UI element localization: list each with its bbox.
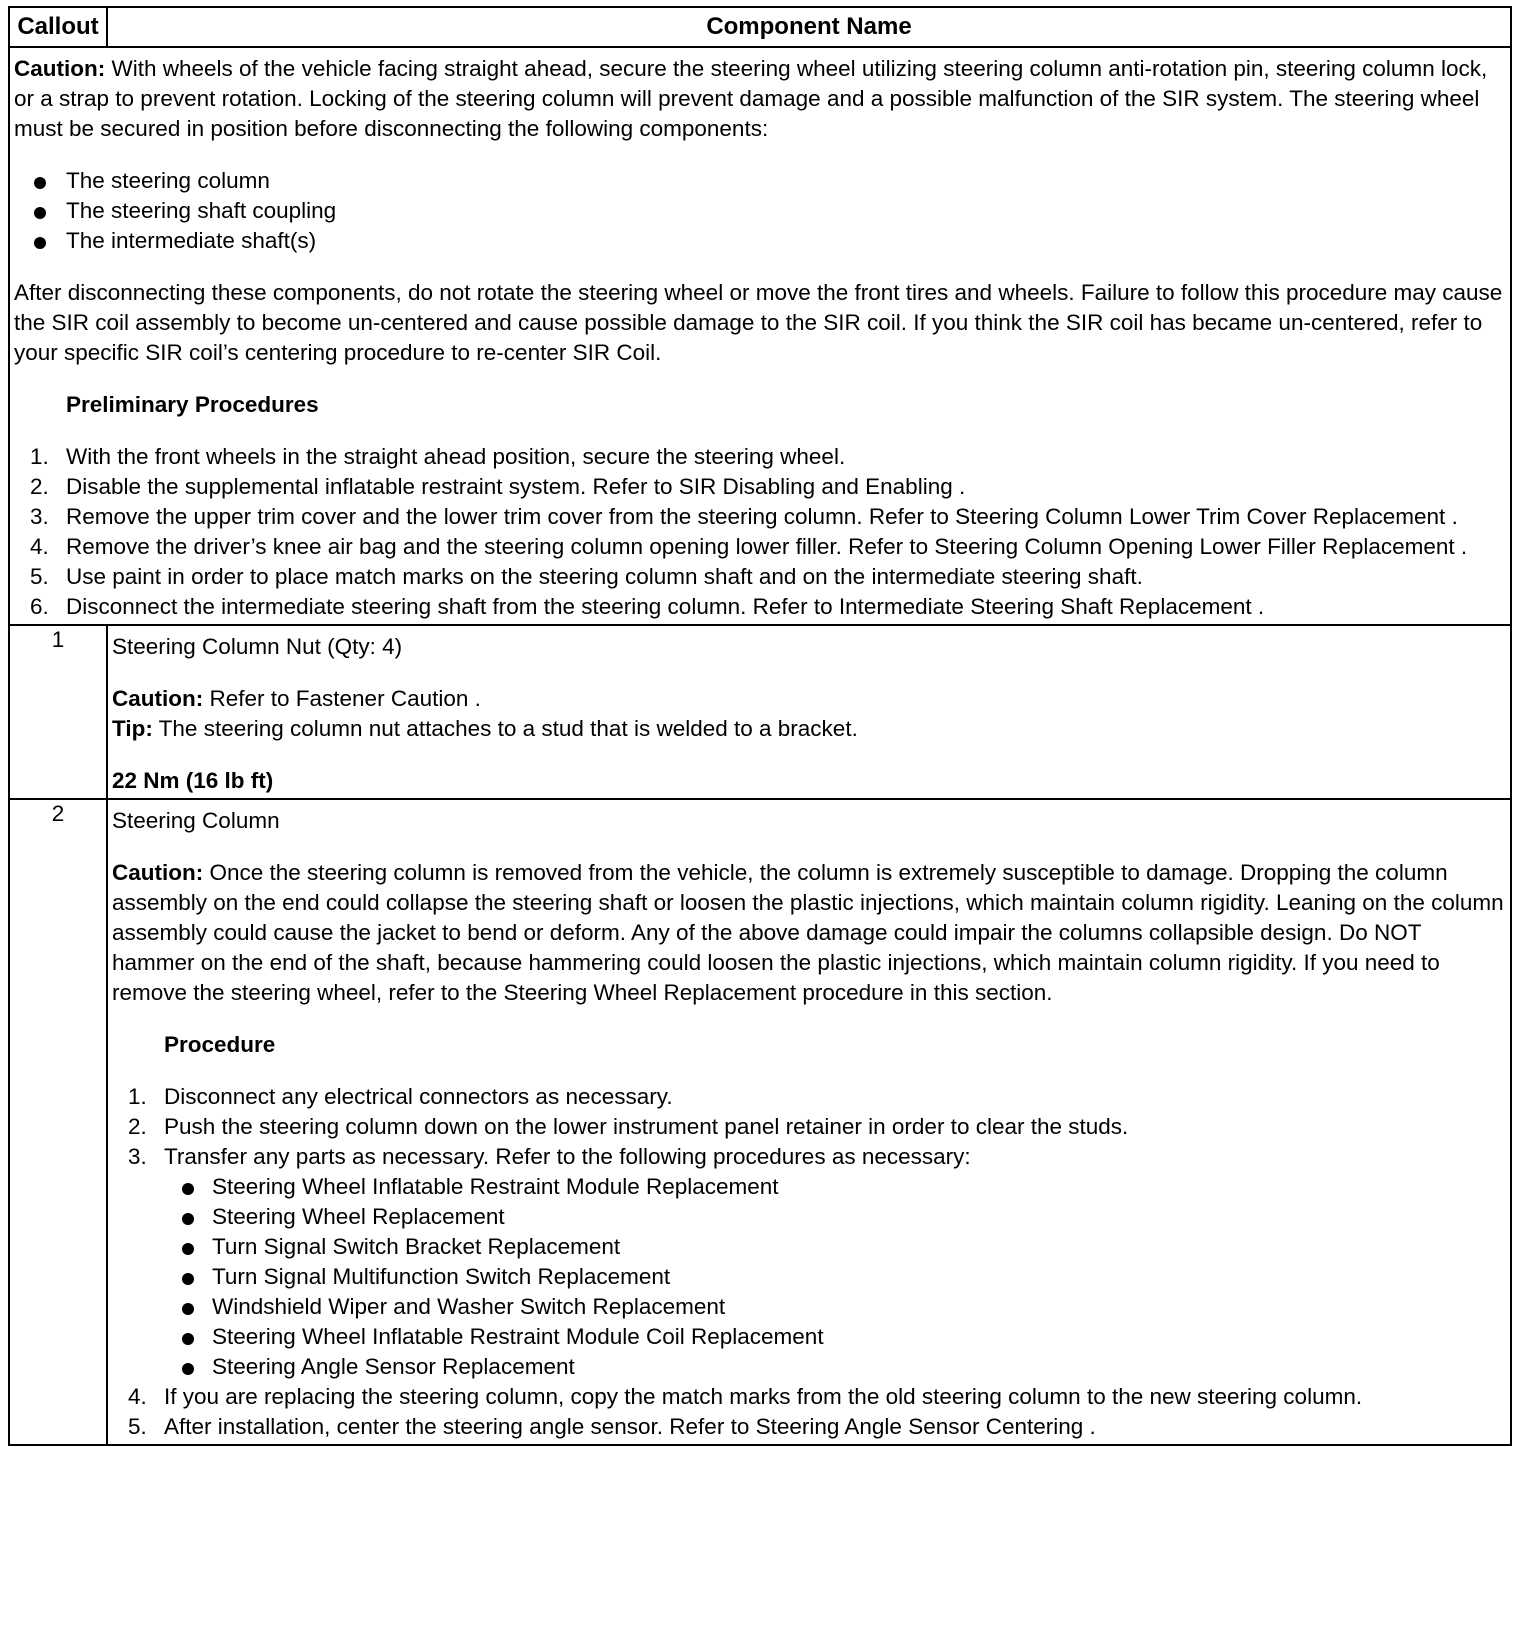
step-number: 2. bbox=[30, 474, 49, 499]
callout-number: 2 bbox=[9, 799, 107, 1445]
transfer-procedures-list bbox=[164, 1172, 1504, 1382]
list-item bbox=[14, 592, 1504, 622]
caution-label: Caution: bbox=[112, 860, 204, 885]
component-cell bbox=[107, 625, 1511, 799]
list-item: Windshield Wiper and Washer Switch Replacement bbox=[164, 1292, 1504, 1322]
step-text: Remove the driver’s knee air bag and the steering column opening lower filler. Refer to Steering Column Opening Lower Filler Replacement . bbox=[66, 534, 1468, 559]
caution-text: Refer to Fastener Caution . bbox=[203, 686, 481, 711]
step-number: 5. bbox=[30, 564, 49, 589]
table-header-row bbox=[9, 7, 1511, 47]
procedure-table bbox=[8, 6, 1512, 1446]
list-item: Turn Signal Multifunction Switch Replacement bbox=[164, 1262, 1504, 1292]
procedure-title: Procedure bbox=[164, 1032, 276, 1057]
list-item bbox=[112, 1412, 1504, 1442]
list-item bbox=[14, 532, 1504, 562]
intro-cell bbox=[9, 47, 1511, 625]
component-name: Steering Column Nut (Qty: 4) bbox=[112, 634, 403, 659]
caution-label: Caution: bbox=[112, 686, 204, 711]
list-item: The steering shaft coupling bbox=[14, 196, 1504, 226]
component-bullets bbox=[14, 166, 1504, 256]
list-item bbox=[14, 502, 1504, 532]
list-item bbox=[112, 1082, 1504, 1112]
torque-value: 22 Nm (16 lb ft) bbox=[112, 768, 274, 793]
component-name: Steering Column bbox=[112, 808, 280, 833]
table-row bbox=[9, 799, 1511, 1445]
intro-caution bbox=[14, 54, 1504, 144]
preliminary-steps bbox=[14, 442, 1504, 622]
row-caution bbox=[112, 684, 1504, 714]
list-item: The intermediate shaft(s) bbox=[14, 226, 1504, 256]
step-number: 3. bbox=[30, 504, 49, 529]
list-item bbox=[112, 1112, 1504, 1142]
preliminary-procedures-title: Preliminary Procedures bbox=[66, 392, 319, 417]
caution-label: Caution: bbox=[14, 56, 106, 81]
list-item bbox=[14, 472, 1504, 502]
list-item: Steering Angle Sensor Replacement bbox=[164, 1352, 1504, 1382]
step-text: Remove the upper trim cover and the lower trim cover from the steering column. Refer to Steering Column Lower Trim Cover Replacement . bbox=[66, 504, 1458, 529]
component-cell bbox=[107, 799, 1511, 1445]
step-text: With the front wheels in the straight ahead position, secure the steering wheel. bbox=[66, 444, 846, 469]
procedure-document bbox=[8, 6, 1512, 1622]
list-item: The steering column bbox=[14, 166, 1504, 196]
list-item bbox=[112, 1142, 1504, 1382]
step-number: 2. bbox=[128, 1114, 147, 1139]
step-text: Disconnect the intermediate steering shaft from the steering column. Refer to Intermediate Steering Shaft Replacement . bbox=[66, 594, 1265, 619]
row-tip bbox=[112, 714, 1504, 744]
list-item: Steering Wheel Inflatable Restraint Module Replacement bbox=[164, 1172, 1504, 1202]
list-item: Steering Wheel Replacement bbox=[164, 1202, 1504, 1232]
list-item: Steering Wheel Inflatable Restraint Module Coil Replacement bbox=[164, 1322, 1504, 1352]
step-text: Use paint in order to place match marks on the steering column shaft and on the intermediate steering shaft. bbox=[66, 564, 1143, 589]
step-number: 3. bbox=[128, 1144, 147, 1169]
step-text: If you are replacing the steering column, copy the match marks from the old steering column to the new steering column. bbox=[164, 1384, 1363, 1409]
list-item bbox=[14, 562, 1504, 592]
tip-text: The steering column nut attaches to a stud that is welded to a bracket. bbox=[152, 716, 858, 741]
caution-text: With wheels of the vehicle facing straight ahead, secure the steering wheel utilizing steering column anti-rotation pin, steering column lock, or a strap to prevent rotation. Locking of the steering column will prevent damage and a possible malfunction of the SIR system. The steering wheel must be secured in position before disconnecting the following components: bbox=[14, 56, 1488, 141]
step-number: 4. bbox=[128, 1384, 147, 1409]
procedure-steps bbox=[112, 1082, 1504, 1442]
row-caution bbox=[112, 858, 1504, 1008]
step-text: Disable the supplemental inflatable restraint system. Refer to SIR Disabling and Enabling . bbox=[66, 474, 966, 499]
step-number: 4. bbox=[30, 534, 49, 559]
step-text: After installation, center the steering angle sensor. Refer to Steering Angle Sensor Centering . bbox=[164, 1414, 1096, 1439]
component-column-header: Component Name bbox=[107, 7, 1511, 47]
after-disconnect-text: After disconnecting these components, do not rotate the steering wheel or move the front tires and wheels. Failure to follow this procedure may cause the SIR coil assembly to become un-centered and cause possible damage to the SIR coil. If you think the SIR coil has became un-centered, refer to your specific SIR coil’s centering procedure to re-center SIR Coil. bbox=[14, 280, 1503, 365]
intro-row bbox=[9, 47, 1511, 625]
tip-label: Tip: bbox=[112, 716, 153, 741]
callout-column-header: Callout bbox=[9, 7, 107, 47]
list-item: Turn Signal Switch Bracket Replacement bbox=[164, 1232, 1504, 1262]
step-number: 1. bbox=[30, 444, 49, 469]
callout-number: 1 bbox=[9, 625, 107, 799]
list-item bbox=[14, 442, 1504, 472]
list-item bbox=[112, 1382, 1504, 1412]
step-number: 5. bbox=[128, 1414, 147, 1439]
step-text: Push the steering column down on the lower instrument panel retainer in order to clear the studs. bbox=[164, 1114, 1129, 1139]
table-row bbox=[9, 625, 1511, 799]
step-number: 6. bbox=[30, 594, 49, 619]
torque-spec bbox=[112, 766, 1504, 796]
step-number: 1. bbox=[128, 1084, 147, 1109]
step-text: Disconnect any electrical connectors as necessary. bbox=[164, 1084, 673, 1109]
caution-text: Once the steering column is removed from the vehicle, the column is extremely susceptible to damage. Dropping the column assembly on the end could collapse the steering shaft or loosen the plastic injections, which maintain column rigidity. Leaning on the column assembly could cause the jacket to bend or deform. Any of the above damage could impair the columns collapsible design. Do NOT hammer on the end of the shaft, because hammering could loosen the plastic injections, which maintain column rigidity. If you need to remove the steering wheel, refer to the Steering Wheel Replacement procedure in this section. bbox=[112, 860, 1504, 1005]
step-text: Transfer any parts as necessary. Refer to the following procedures as necessary: bbox=[164, 1144, 971, 1169]
